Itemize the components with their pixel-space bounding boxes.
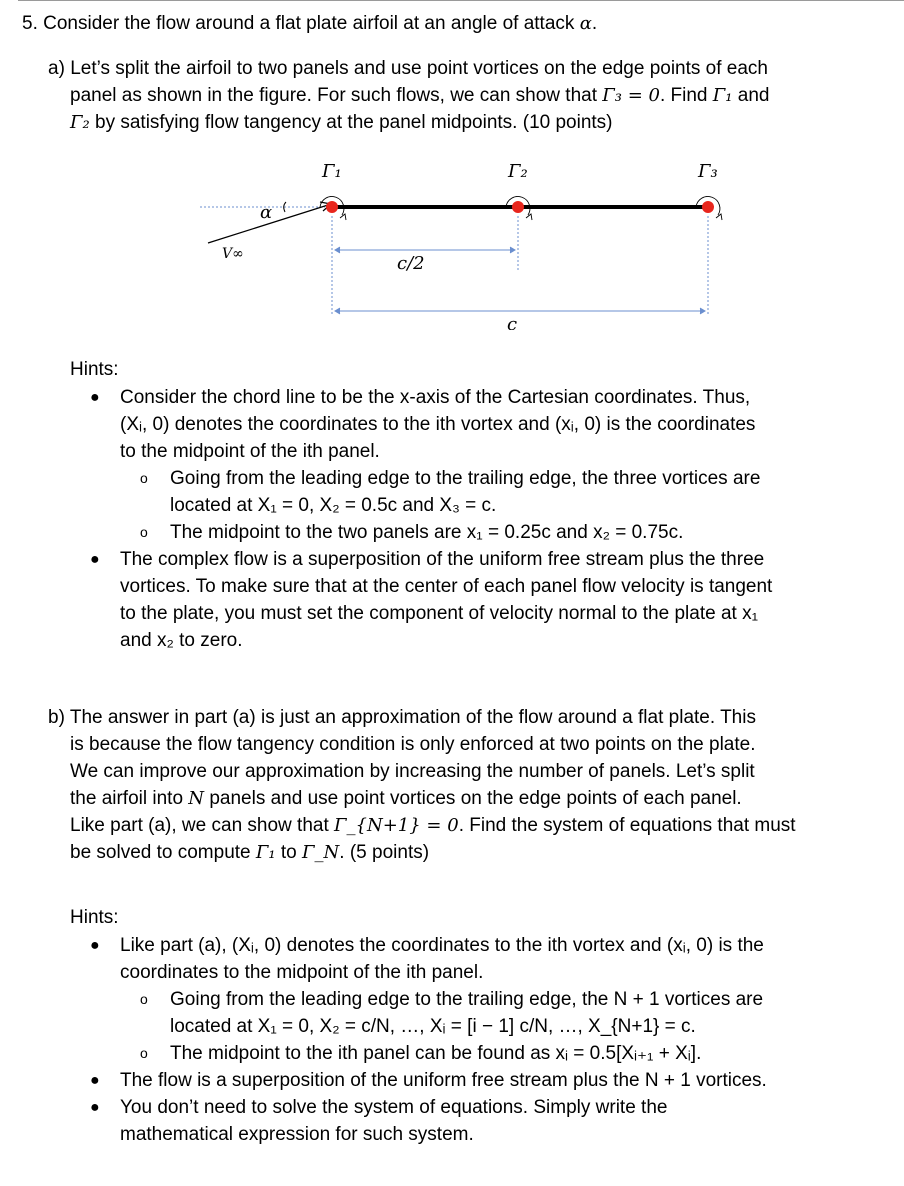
part-b-line: The answer in part (a) is just an approximation of the flow around a flat plate. This bbox=[69, 707, 756, 728]
part-b-statement bbox=[48, 704, 878, 866]
part-b-text: . Find the system of equations that must bbox=[458, 815, 796, 836]
gamma2-label: Γ₂ bbox=[508, 161, 528, 182]
sub-bullet: o bbox=[140, 991, 148, 1007]
sub-bullet: o bbox=[140, 470, 148, 486]
hint-line: located at X₁ = 0, X₂ = c/N, …, Xᵢ = [i − 1] c/N, …, X_{N+1} = c. bbox=[170, 1016, 696, 1037]
hint-line: located at X₁ = 0, X₂ = 0.5c and X₃ = c. bbox=[170, 495, 497, 516]
dim-full-arrow-right bbox=[700, 308, 705, 314]
hint-line: Like part (a), (Xᵢ, 0) denotes the coordinates to the ith vortex and (xᵢ, 0) is the bbox=[120, 935, 764, 956]
part-b-text: the airfoil into bbox=[70, 788, 184, 809]
vortex-1-arrowhead bbox=[340, 214, 346, 220]
hint-item bbox=[70, 384, 890, 465]
gamma-n1-equation: Γ_{N+1} = 0 bbox=[334, 815, 459, 836]
part-a-label: a) bbox=[48, 58, 65, 79]
hint-line: The midpoint to the ith panel can be found as xᵢ = 0.5[Xᵢ₊₁ + Xᵢ]. bbox=[170, 1043, 702, 1064]
part-b-line: We can improve our approximation by increasing the number of panels. Let’s split bbox=[70, 761, 755, 782]
bullet: ● bbox=[90, 551, 100, 568]
vortex-2-arrowhead bbox=[526, 214, 532, 220]
hint-line: The midpoint to the two panels are x₁ = 0.25c and x₂ = 0.75c. bbox=[170, 522, 684, 543]
hint-subitem bbox=[70, 1040, 890, 1067]
sub-bullet: o bbox=[140, 1045, 148, 1061]
question-title bbox=[22, 10, 597, 37]
hint-item bbox=[70, 546, 890, 654]
alpha-symbol: α bbox=[579, 13, 592, 34]
part-a-hints-label: Hints: bbox=[70, 359, 119, 380]
hint-item bbox=[70, 1067, 890, 1094]
sub-bullet: o bbox=[140, 524, 148, 540]
gamma2-symbol: Γ₂ bbox=[70, 112, 90, 133]
bullet: ● bbox=[90, 1099, 100, 1116]
part-a-line: by satisfying flow tangency at the panel midpoints. (10 points) bbox=[95, 112, 613, 133]
v-infinity-label: V∞ bbox=[222, 246, 244, 262]
part-a-text: and bbox=[737, 85, 770, 106]
vortex-3 bbox=[696, 161, 722, 220]
hint-line: and x₂ to zero. bbox=[120, 630, 243, 651]
hint-line: You don’t need to solve the system of equations. Simply write the bbox=[120, 1097, 668, 1118]
hint-line: Going from the leading edge to the trailing edge, the N + 1 vortices are bbox=[170, 989, 764, 1010]
hint-line: Going from the leading edge to the trailing edge, the three vortices are bbox=[170, 468, 761, 489]
part-a-line: panel as shown in the figure. For such flows, we can show that bbox=[70, 85, 597, 106]
part-b-hints-label: Hints: bbox=[70, 907, 119, 928]
part-a-statement bbox=[48, 55, 878, 136]
hint-line: to the plate, you must set the component of velocity normal to the plate at x₁ bbox=[120, 603, 758, 624]
question-title-text: Consider the flow around a flat plate airfoil at an angle of attack bbox=[43, 13, 575, 34]
airfoil-figure bbox=[190, 160, 750, 330]
part-b-line: is because the flow tangency condition is only enforced at two points on the plate. bbox=[70, 734, 756, 755]
vortex-1-point bbox=[326, 201, 338, 213]
part-b-hints-list bbox=[70, 932, 890, 1148]
hint-line: The flow is a superposition of the uniform free stream plus the N + 1 vortices. bbox=[120, 1070, 767, 1091]
part-a-line: Let’s split the airfoil to two panels and use point vortices on the edge points of each bbox=[70, 58, 769, 79]
hint-subitem bbox=[70, 986, 890, 1040]
bullet: ● bbox=[90, 937, 100, 954]
dim-half-label: c/2 bbox=[397, 253, 425, 274]
part-b-label: b) bbox=[48, 707, 65, 728]
alpha-label: α bbox=[260, 202, 273, 223]
title-period: . bbox=[591, 13, 598, 34]
hint-subitem bbox=[70, 519, 890, 546]
vortex-1 bbox=[320, 161, 346, 220]
question-number: 5. bbox=[22, 13, 38, 34]
vortex-2-point bbox=[512, 201, 524, 213]
gamma-n-symbol: Γ_N bbox=[302, 842, 340, 863]
vortex-3-point bbox=[702, 201, 714, 213]
part-b-text: panels and use point vortices on the edge points of each panel. bbox=[209, 788, 742, 809]
gamma1-symbol: Γ₁ bbox=[712, 85, 733, 106]
n-symbol: N bbox=[188, 788, 205, 809]
hint-line: The complex flow is a superposition of the uniform free stream plus the three bbox=[120, 549, 765, 570]
dim-half-arrow-right bbox=[510, 247, 515, 253]
dim-full-arrow-left bbox=[335, 308, 340, 314]
gamma3-equation: Γ₃ = 0 bbox=[602, 85, 660, 106]
hint-line: (Xᵢ, 0) denotes the coordinates to the ith vortex and (xᵢ, 0) is the coordinates bbox=[120, 414, 756, 435]
hint-subitem bbox=[70, 465, 890, 519]
part-a-text: . Find bbox=[659, 85, 708, 106]
dim-full-label: c bbox=[507, 314, 518, 330]
part-a-hints-list bbox=[70, 384, 890, 654]
hint-line: to the midpoint of the ith panel. bbox=[120, 441, 380, 462]
hint-line: mathematical expression for such system. bbox=[120, 1124, 474, 1145]
top-rule bbox=[18, 0, 904, 1]
part-b-text: Like part (a), we can show that bbox=[70, 815, 329, 836]
part-b-text: . (5 points) bbox=[339, 842, 430, 863]
hint-item bbox=[70, 1094, 890, 1148]
gamma3-label: Γ₃ bbox=[698, 161, 718, 182]
bullet: ● bbox=[90, 1072, 100, 1089]
gamma1-label: Γ₁ bbox=[322, 161, 342, 182]
hint-line: vortices. To make sure that at the center of each panel flow velocity is tangent bbox=[120, 576, 773, 597]
bullet: ● bbox=[90, 389, 100, 406]
dim-half-arrow-left bbox=[335, 247, 340, 253]
gamma1-symbol: Γ₁ bbox=[255, 842, 276, 863]
part-b-text: to bbox=[280, 842, 297, 863]
hint-line: coordinates to the midpoint of the ith panel. bbox=[120, 962, 484, 983]
vortex-3-arrowhead bbox=[716, 214, 722, 220]
vortex-2 bbox=[506, 161, 532, 220]
hint-item bbox=[70, 932, 890, 986]
hint-line: Consider the chord line to be the x-axis of the Cartesian coordinates. Thus, bbox=[120, 387, 751, 408]
part-b-text: be solved to compute bbox=[70, 842, 251, 863]
